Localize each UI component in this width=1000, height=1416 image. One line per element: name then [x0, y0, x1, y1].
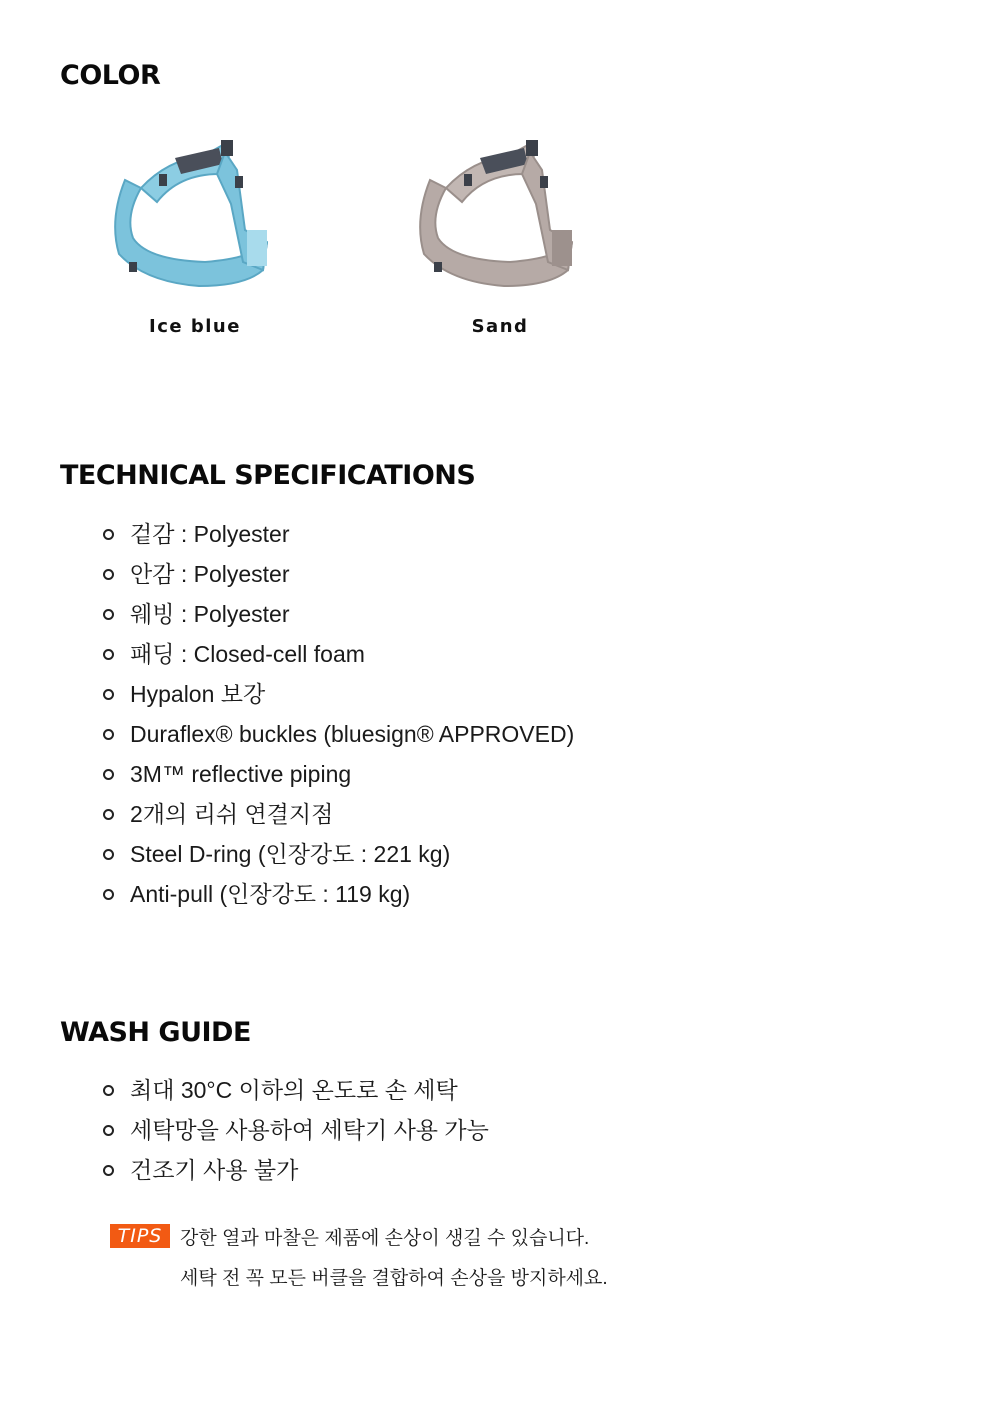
spec-text: 웨빙 : Polyester	[130, 601, 290, 627]
harness-ice-blue-image	[95, 130, 295, 290]
wash-list	[103, 1070, 489, 1190]
bullet-icon	[103, 1165, 114, 1176]
spec-text: Steel D-ring (인장강도 : 221 kg)	[130, 841, 451, 867]
bullet-icon	[103, 769, 114, 780]
bullet-icon	[103, 889, 114, 900]
list-item	[103, 874, 574, 914]
wash-section-title: WASH GUIDE	[60, 1017, 251, 1048]
bullet-icon	[103, 1085, 114, 1096]
wash-text: 건조기 사용 불가	[130, 1157, 299, 1183]
list-item	[103, 594, 574, 634]
list-item	[103, 634, 574, 674]
list-item	[103, 1070, 489, 1110]
bullet-icon	[103, 849, 114, 860]
bullet-icon	[103, 689, 114, 700]
spec-text: 안감 : Polyester	[130, 561, 290, 587]
list-item	[103, 714, 574, 754]
harness-sand-image	[400, 130, 600, 290]
spec-text: 겉감 : Polyester	[130, 521, 290, 547]
wash-text: 최대 30°C 이하의 온도로 손 세탁	[130, 1077, 458, 1103]
spec-text: 3M™ reflective piping	[130, 761, 352, 787]
spec-text: 패딩 : Closed-cell foam	[130, 641, 365, 667]
color-swatch-sand[interactable]	[390, 130, 610, 337]
bullet-icon	[103, 729, 114, 740]
list-item	[103, 674, 574, 714]
spec-text: Anti-pull (인장강도 : 119 kg)	[130, 881, 411, 907]
bullet-icon	[103, 1125, 114, 1136]
bullet-icon	[103, 529, 114, 540]
list-item	[103, 754, 574, 794]
swatch-label: Sand	[471, 316, 529, 337]
bullet-icon	[103, 809, 114, 820]
bullet-icon	[103, 609, 114, 620]
bullet-icon	[103, 649, 114, 660]
list-item	[103, 834, 574, 874]
list-item	[103, 794, 574, 834]
wash-text: 세탁망을 사용하여 세탁기 사용 가능	[130, 1117, 489, 1143]
color-section-title: COLOR	[60, 60, 161, 91]
tips-badge: TIPS	[110, 1224, 170, 1248]
spec-text: Hypalon 보강	[130, 681, 266, 707]
tips-text: 세탁 전 꼭 모든 버클을 결합하여 손상을 방지하세요.	[180, 1268, 608, 1289]
spec-text: Duraflex® buckles (bluesign® APPROVED)	[130, 721, 575, 747]
list-item	[103, 1110, 489, 1150]
list-item	[103, 1150, 489, 1190]
tips-text: 강한 열과 마찰은 제품에 손상이 생길 수 있습니다.	[180, 1228, 590, 1249]
color-swatch-ice-blue[interactable]	[85, 130, 305, 337]
list-item	[103, 514, 574, 554]
swatch-label: Ice blue	[149, 316, 241, 337]
list-item	[103, 554, 574, 594]
spec-text: 2개의 리쉬 연결지점	[130, 801, 334, 827]
specs-section-title: TECHNICAL SPECIFICATIONS	[60, 460, 476, 491]
spec-list	[103, 514, 574, 914]
bullet-icon	[103, 569, 114, 580]
